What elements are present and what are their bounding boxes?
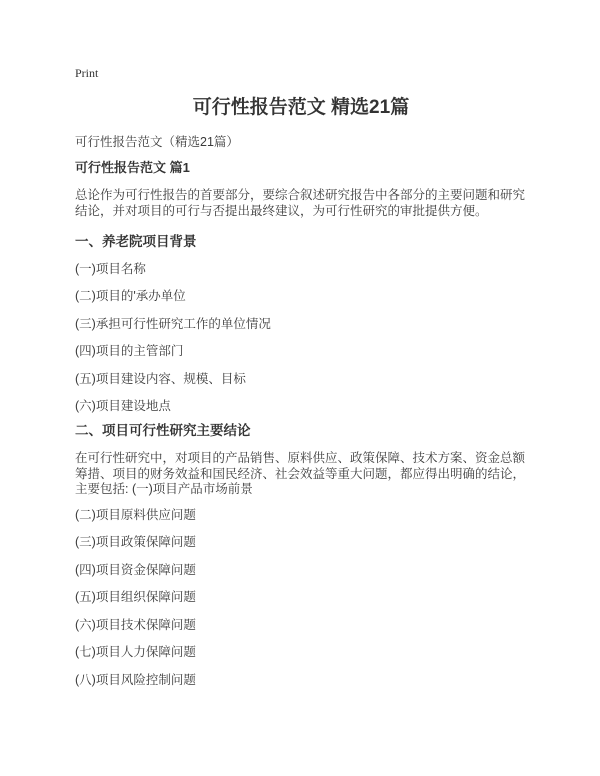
list-item: (三)承担可行性研究工作的单位情况 bbox=[75, 316, 271, 331]
section-1-heading: 一、养老院项目背景 bbox=[75, 234, 197, 249]
list-item: (二)项目的'承办单位 bbox=[75, 289, 186, 303]
list-item: (一)项目名称 bbox=[75, 261, 146, 276]
list-item: (七)项目人力保障问题 bbox=[75, 645, 196, 659]
list-item: (八)项目风险控制问题 bbox=[75, 672, 196, 687]
section-1-list bbox=[75, 262, 527, 415]
list-item: (五)项目组织保障问题 bbox=[75, 590, 196, 604]
print-button[interactable]: Print bbox=[75, 66, 99, 80]
list-item: (二)项目原料供应问题 bbox=[75, 507, 196, 522]
list-item: (四)项目资金保障问题 bbox=[75, 562, 196, 577]
list-item: (六)项目技术保障问题 bbox=[75, 617, 196, 632]
article-subtitle: 可行性报告范文（精选21篇） bbox=[75, 135, 239, 149]
list-item: (五)项目建设内容、规模、目标 bbox=[75, 371, 246, 386]
section-2-heading: 二、项目可行性研究主要结论 bbox=[75, 423, 251, 438]
list-item: (三)项目政策保障问题 bbox=[75, 535, 196, 549]
list-item: (四)项目的主管部门 bbox=[75, 344, 184, 358]
piece-1-heading: 可行性报告范文 篇1 bbox=[75, 160, 190, 175]
section-2-paragraph: 在可行性研究中，对项目的产品销售、原料供应、政策保障、技术方案、资金总额筹措、项目的财务效益和国民经济、社会效益等重大问题，都应得出明确的结论，主要包括: (一)项目产品市场前景 bbox=[75, 451, 526, 496]
section-2-list bbox=[75, 508, 527, 688]
list-item: (六)项目建设地点 bbox=[75, 399, 171, 413]
page-title: 可行性报告范文 精选21篇 bbox=[192, 97, 410, 118]
intro-paragraph: 总论作为可行性报告的首要部分，要综合叙述研究报告中各部分的主要问题和研究结论，并对项目的可行与否提出最终建议，为可行性研究的审批提供方便。 bbox=[75, 188, 526, 218]
